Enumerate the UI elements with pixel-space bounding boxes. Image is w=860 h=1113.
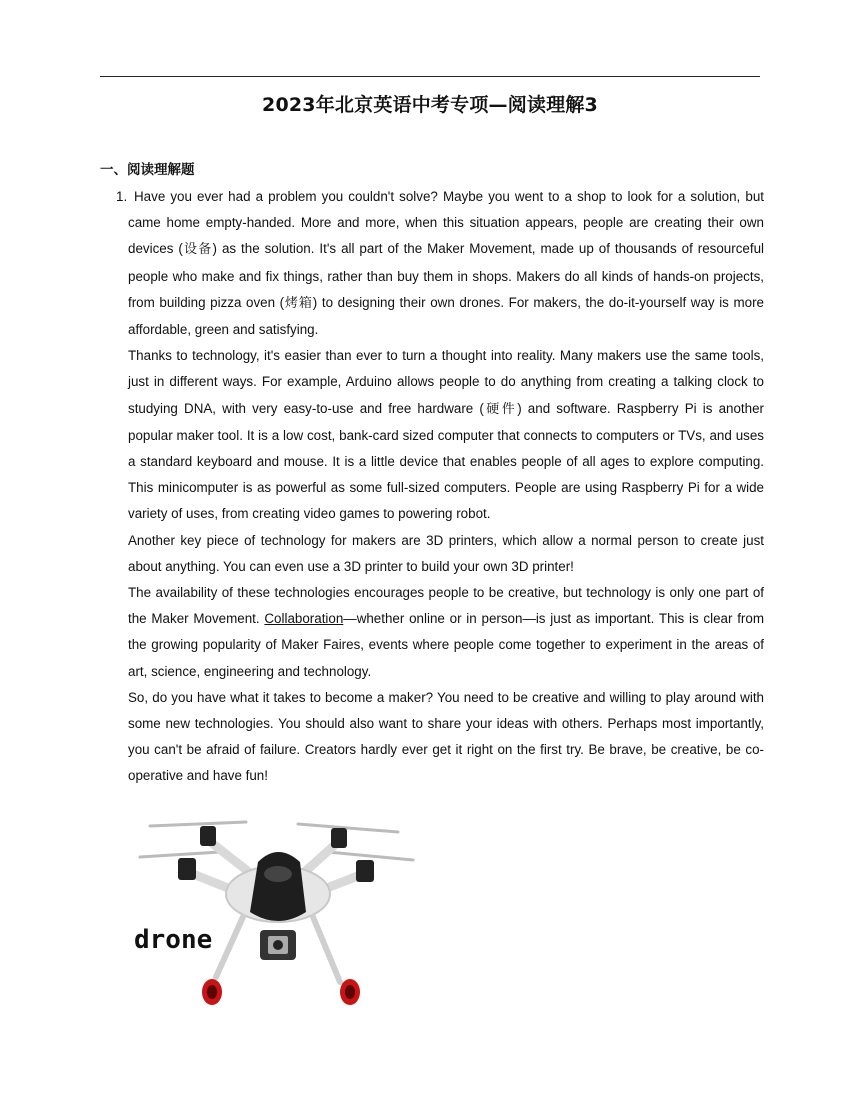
- passage-paragraph-5: So, do you have what it takes to become a maker? You need to be creative and willing to play around with some new technologies. You should also want to share your ideas with others. Perhaps most importantly, you can't be afraid of failure. Creators hardly ever get it right on the first try. Be brave, be creative, be co-operative and have fun!: [128, 689, 764, 784]
- underlined-word: Collaboration: [264, 611, 344, 627]
- chinese-gloss: 设备: [182, 242, 213, 258]
- passage-paragraph-3: Another key piece of technology for makers are 3D printers, which allow a normal person to create just about anything. You can even use a 3D printer to build your own 3D printer!: [128, 532, 764, 574]
- drone-label: drone: [134, 925, 213, 955]
- chinese-gloss: 烤箱: [284, 295, 313, 311]
- passage-paragraph-2: Thanks to technology, it's easier than ever to turn a thought into reality. Many makers use the same tools, just in different ways. For example, Arduino allows people to do anything from creating a talking clock to studying DNA, with very easy-to-use and free hardware (硬件) and software. Raspberry Pi is another popular maker tool. It is a low cost, bank-card sized computer that connects to computers or TVs, and uses a standard keyboard and mouse. It is a little device that enables people of all ages to explore computing. This minicomputer is as powerful as some full-sized computers. People are using Raspberry Pi for a wide variety of uses, from creating video games to powering robot.: [128, 348, 764, 522]
- page-title: 2023年北京英语中考专项—阅读理解3: [262, 94, 598, 116]
- passage-paragraph-4: The availability of these technologies encourages people to be creative, but technology is only one part of the Maker Movement. Collaboration—whether online or in person—is just as important. This is clear from the growing popularity of Maker Faires, events where people come together to experiment in the areas of art, science, engineering and technology.: [128, 585, 764, 679]
- question-1: [116, 184, 764, 790]
- passage: [128, 184, 764, 790]
- chinese-gloss: 硬件: [483, 401, 518, 417]
- drone-image: [128, 812, 418, 1017]
- question-number: 1.: [116, 189, 128, 204]
- passage-paragraph-1: Have you ever had a problem you couldn't solve? Maybe you went to a shop to look for a solution, but came home empty-handed. More and more, when this situation appears, people are creating their own devices (设备) as the solution. It's all part of the Maker Movement, made up of thousands of resourceful people who make and fix things, rather than buy them in shops. Makers do all kinds of hands-on projects, from building pizza oven (烤箱) to designing their own drones. For makers, the do-it-yourself way is more affordable, green and satisfying.: [128, 189, 764, 338]
- section-heading: 一、阅读理解题: [100, 162, 195, 178]
- top-rule: [100, 76, 760, 77]
